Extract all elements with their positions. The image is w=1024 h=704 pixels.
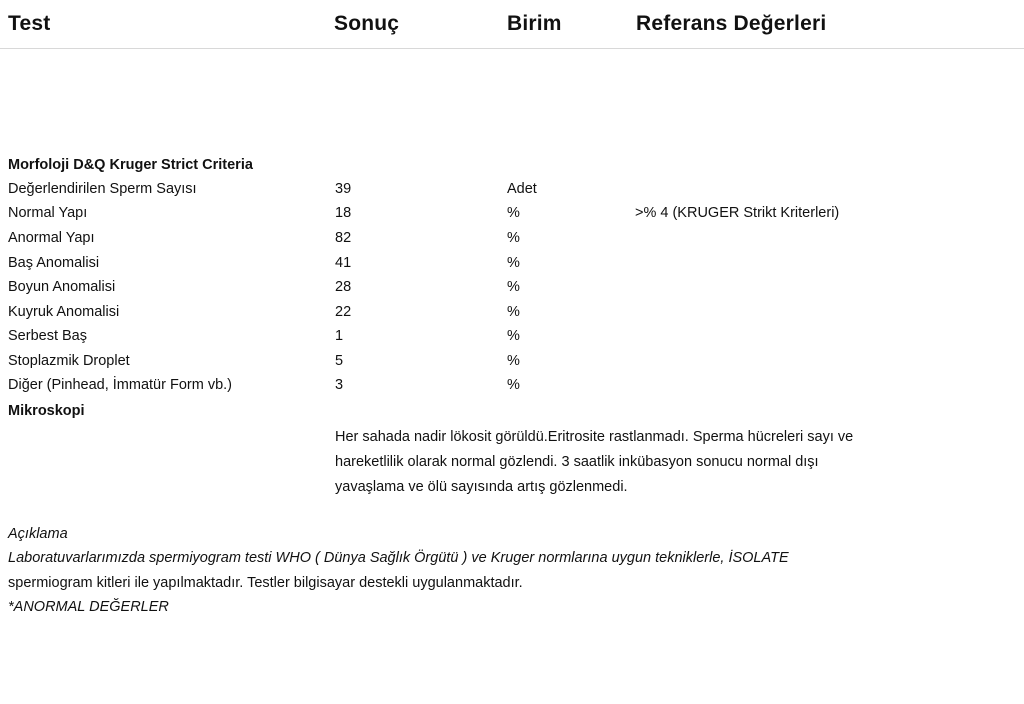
header-result: Sonuç: [334, 12, 400, 35]
row-test: Stoplazmik Droplet: [8, 353, 130, 369]
row-unit: %: [507, 230, 520, 246]
header-test: Test: [8, 12, 51, 35]
explanation-line-2: spermiogram kitleri ile yapılmaktadır. Testler bilgisayar destekli uygulanmaktadır.: [8, 575, 523, 591]
row-reference: >% 4 (KRUGER Strikt Kriterleri): [635, 205, 840, 221]
microscopy-title: Mikroskopi: [8, 403, 85, 419]
row-result: 5: [335, 353, 344, 369]
header-unit: Birim: [507, 12, 562, 35]
table-row: [0, 255, 1024, 279]
row-unit: %: [507, 205, 520, 221]
row-unit: %: [507, 377, 520, 393]
row-test: Değerlendirilen Sperm Sayısı: [8, 181, 197, 197]
explanation-line-1: Laboratuvarlarımızda spermiyogram testi WHO ( Dünya Sağlık Örgütü ) ve Kruger normlarına uygun tekniklerle, İSOLATE: [8, 550, 789, 566]
row-result: 28: [335, 279, 352, 295]
table-row: [0, 181, 1024, 205]
row-unit: %: [507, 255, 520, 271]
microscopy-line: yavaşlama ve ölü sayısında artış gözlenmedi.: [335, 479, 628, 495]
explanation-title: Açıklama: [8, 526, 68, 542]
row-unit: Adet: [507, 181, 537, 197]
header-reference: Referans Değerleri: [636, 12, 827, 35]
table-row: [0, 353, 1024, 377]
row-result: 22: [335, 304, 352, 320]
row-result: 1: [335, 328, 344, 344]
table-row: [0, 205, 1024, 229]
table-row: [0, 304, 1024, 328]
microscopy-line: Her sahada nadir lökosit görüldü.Eritrosite rastlanmadı. Sperma hücreleri sayı ve: [335, 429, 854, 445]
row-test: Boyun Anomalisi: [8, 279, 116, 295]
row-result: 82: [335, 230, 352, 246]
abnormal-footnote: *ANORMAL DEĞERLER: [8, 599, 169, 615]
row-result: 18: [335, 205, 352, 221]
row-unit: %: [507, 304, 520, 320]
row-test: Kuyruk Anomalisi: [8, 304, 120, 320]
row-test: Anormal Yapı: [8, 230, 95, 246]
row-unit: %: [507, 353, 520, 369]
row-result: 3: [335, 377, 344, 393]
table-row: [0, 377, 1024, 401]
row-result: 39: [335, 181, 352, 197]
table-header: [0, 0, 1024, 49]
row-test: Diğer (Pinhead, İmmatür Form vb.): [8, 377, 233, 393]
row-unit: %: [507, 328, 520, 344]
table-row: [0, 328, 1024, 352]
row-result: 41: [335, 255, 352, 271]
row-unit: %: [507, 279, 520, 295]
row-test: Serbest Baş: [8, 328, 87, 344]
microscopy-text: [335, 425, 925, 500]
table-row: [0, 230, 1024, 254]
microscopy-line: hareketlilik olarak normal gözlendi. 3 saatlik inkübasyon sonucu normal dışı: [335, 454, 819, 470]
row-test: Normal Yapı: [8, 205, 88, 221]
morphology-title: Morfoloji D&Q Kruger Strict Criteria: [8, 157, 253, 173]
row-test: Baş Anomalisi: [8, 255, 100, 271]
table-row: [0, 279, 1024, 303]
